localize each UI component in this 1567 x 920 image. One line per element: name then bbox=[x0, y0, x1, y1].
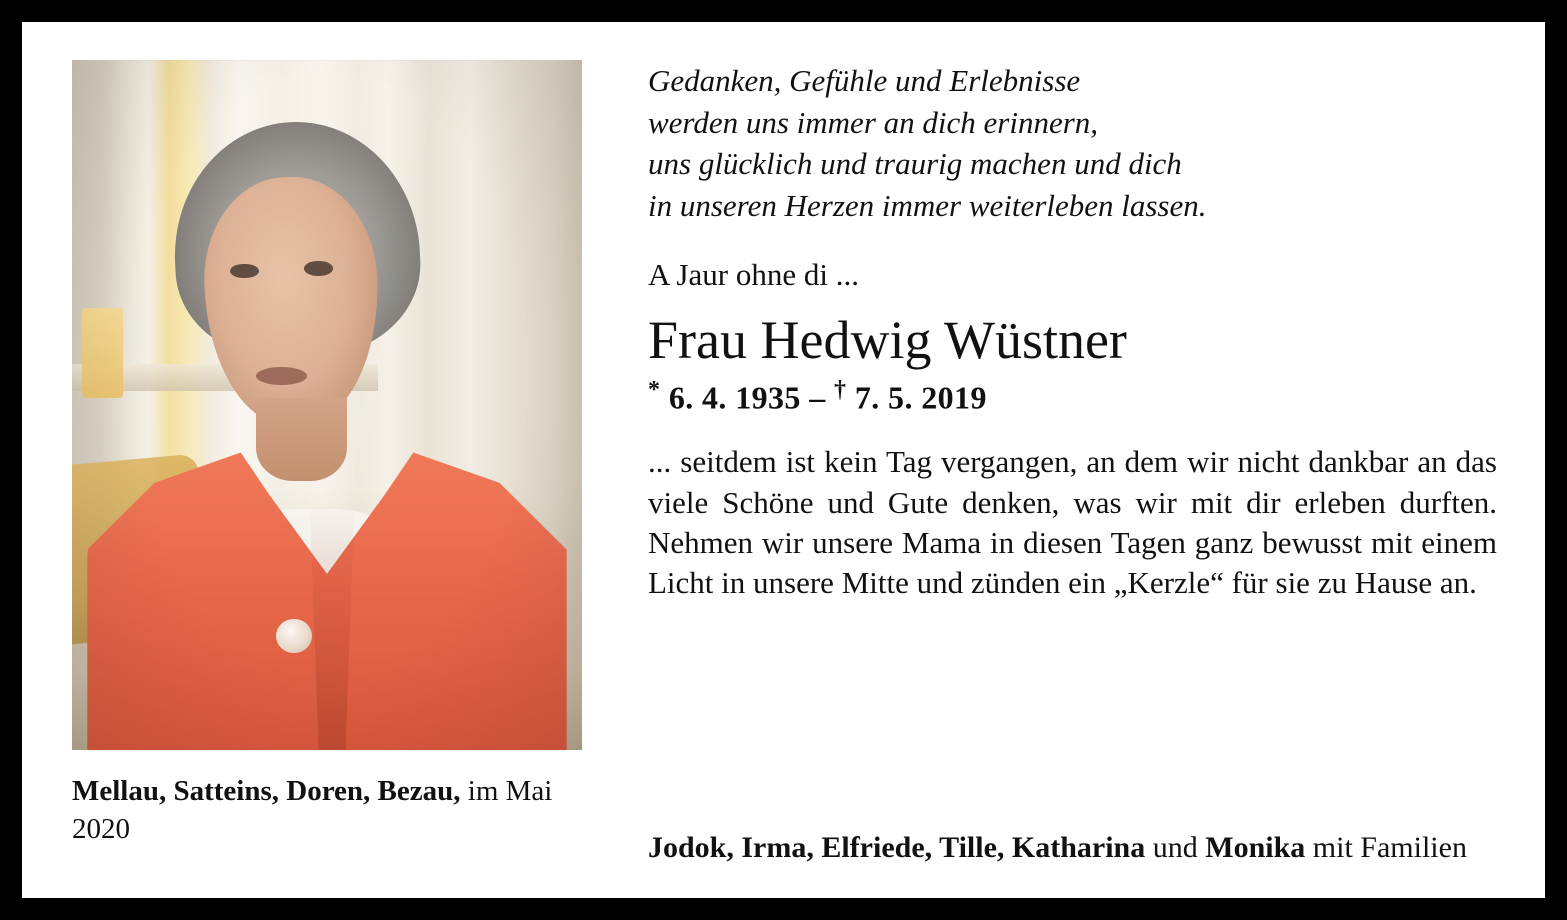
intro-line: A Jaur ohne di ... bbox=[648, 257, 859, 293]
date-separator: – bbox=[809, 379, 826, 416]
left-column bbox=[72, 60, 592, 849]
verse-line-1: Gedanken, Gefühle und Erlebnisse bbox=[648, 63, 1081, 98]
memorial-text: ... seitdem ist kein Tag vergangen, an dem wir nicht dankbar an das viele Schöne und Gute denken, was wir mit dir erleben durften. Nehmen wir unsere Mama in diesen Tagen ganz bewusst mit einem Licht in unsere Mitte und zünden ein „Kerzle“ für sie zu Hause an. bbox=[648, 444, 1497, 601]
signature-conjunction: und bbox=[1145, 831, 1206, 865]
places-caption bbox=[72, 772, 592, 849]
places-date: im Mai 2020 bbox=[72, 775, 553, 846]
death-symbol: † bbox=[834, 376, 847, 403]
verse-block bbox=[648, 60, 1497, 226]
obituary-body bbox=[72, 60, 1497, 868]
death-date: 7. 5. 2019 bbox=[854, 379, 987, 416]
signature-names: Jodok, Irma, Elfriede, Tille, Katharina bbox=[648, 831, 1146, 865]
right-column bbox=[592, 60, 1497, 868]
signature-suffix: mit Familien bbox=[1305, 831, 1467, 865]
life-dates bbox=[648, 377, 1497, 417]
family-signature bbox=[648, 802, 1497, 868]
places-list: Mellau, Satteins, Doren, Bezau, bbox=[72, 775, 461, 807]
verse-line-4: in unseren Herzen immer weiterleben lassen. bbox=[648, 187, 1207, 223]
obituary-card bbox=[22, 22, 1545, 898]
portrait-photo bbox=[72, 60, 582, 750]
signature-name-monika: Monika bbox=[1205, 831, 1306, 865]
birth-date: 6. 4. 1935 bbox=[668, 379, 801, 416]
verse-line-3: uns glücklich und traurig machen und dich bbox=[648, 146, 1182, 182]
deceased-name: Frau Hedwig Wüstner bbox=[648, 310, 1127, 371]
verse-line-2: werden uns immer an dich erinnern, bbox=[648, 104, 1099, 140]
birth-symbol: * bbox=[648, 376, 661, 403]
photo-vignette bbox=[72, 60, 582, 750]
